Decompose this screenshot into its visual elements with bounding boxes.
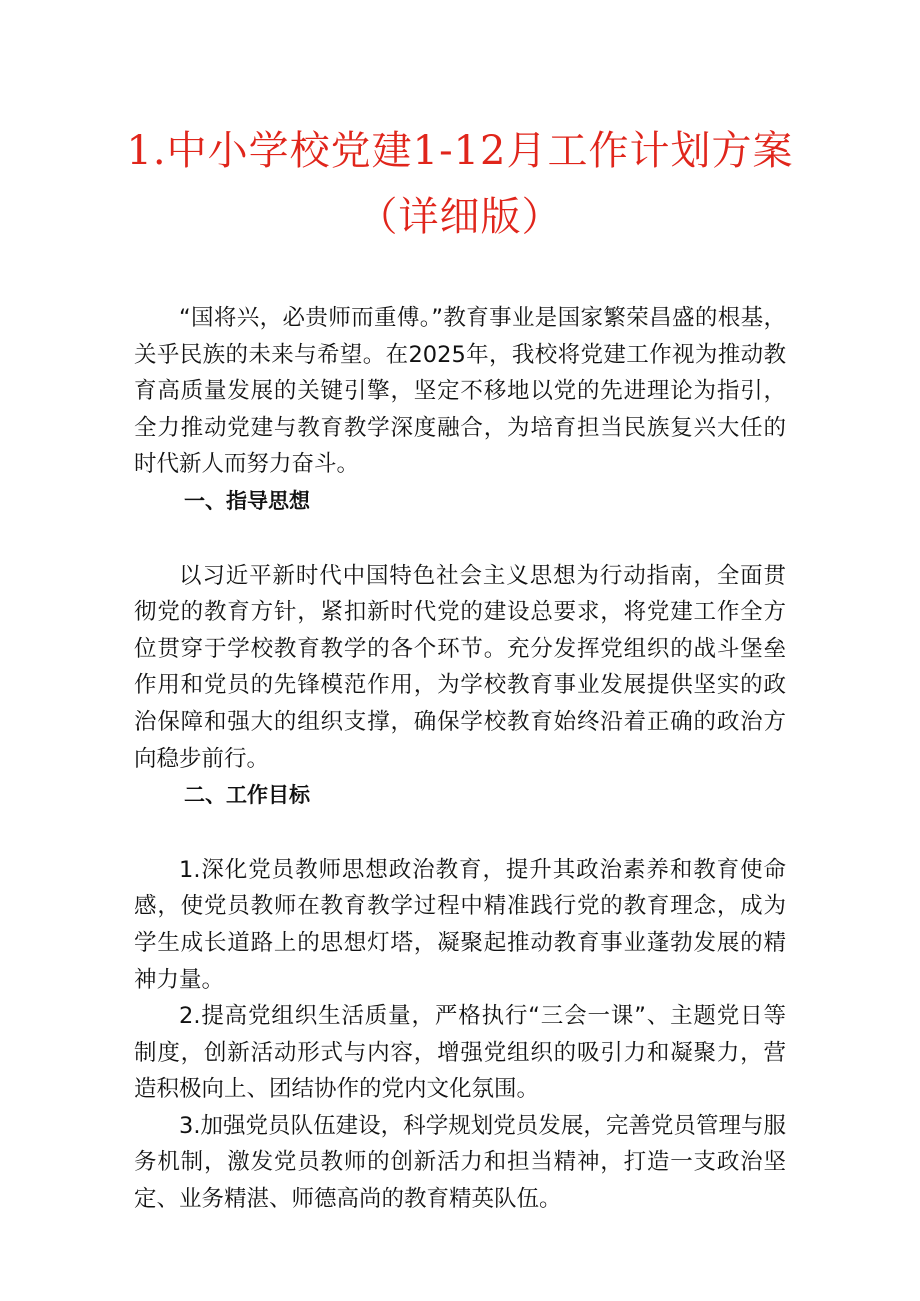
guiding-ideology-paragraph: 以习近平新时代中国特色社会主义思想为行动指南，全面贯彻党的教育方针，紧扣新时代党的建设总要求，将党建工作全方位贯穿于学校教育教学的各个环节。充分发挥党组织的战斗堡垒作用和党员的先锋模范作用，为学校教育事业发展提供坚实的政治保障和强大的组织支撑，确保学校教育始终沿着正确的政治方向稳步前行。 [134,562,786,772]
work-goal-item-3: 3.加强党员队伍建设，科学规划党员发展，完善党员管理与服务机制，激发党员教师的创新活力和担当精神，打造一支政治坚定、业务精湛、师德高尚的教育精英队伍。 [134,1112,786,1213]
work-goal-item-2: 2.提高党组织生活质量，严格执行“三会一课”、主题党日等制度，创新活动形式与内容，增强党组织的吸引力和凝聚力，营造积极向上、团结协作的党内文化氛围。 [134,1003,786,1103]
intro-paragraph: “国将兴，必贵师而重傅。”教育事业是国家繁荣昌盛的根基，关乎民族的未来与希望。在2025年，我校将党建工作视为推动教育高质量发展的关键引擎，坚定不移地以党的先进理论为指引，全力推动党建与教育教学深度融合，为培育担当民族复兴大任的时代新人而努力奋斗。 [134,305,786,478]
section-spacer [134,520,786,558]
section-heading-guiding-ideology: 一、指导思想 [184,488,310,513]
section-heading-work-goals: 二、工作目标 [184,783,310,808]
section-spacer [134,814,786,852]
document-body [134,300,786,1218]
work-goal-item-1: 1.深化党员教师思想政治教育，提升其政治素养和教育使命感，使党员教师在教育教学过程中精准践行党的教育理念，成为学生成长道路上的思想灯塔，凝聚起推动教育事业蓬勃发展的精神力量。 [134,856,786,993]
document-title: 1.中小学校党建1-12月工作计划方案（详细版） [126,128,794,240]
